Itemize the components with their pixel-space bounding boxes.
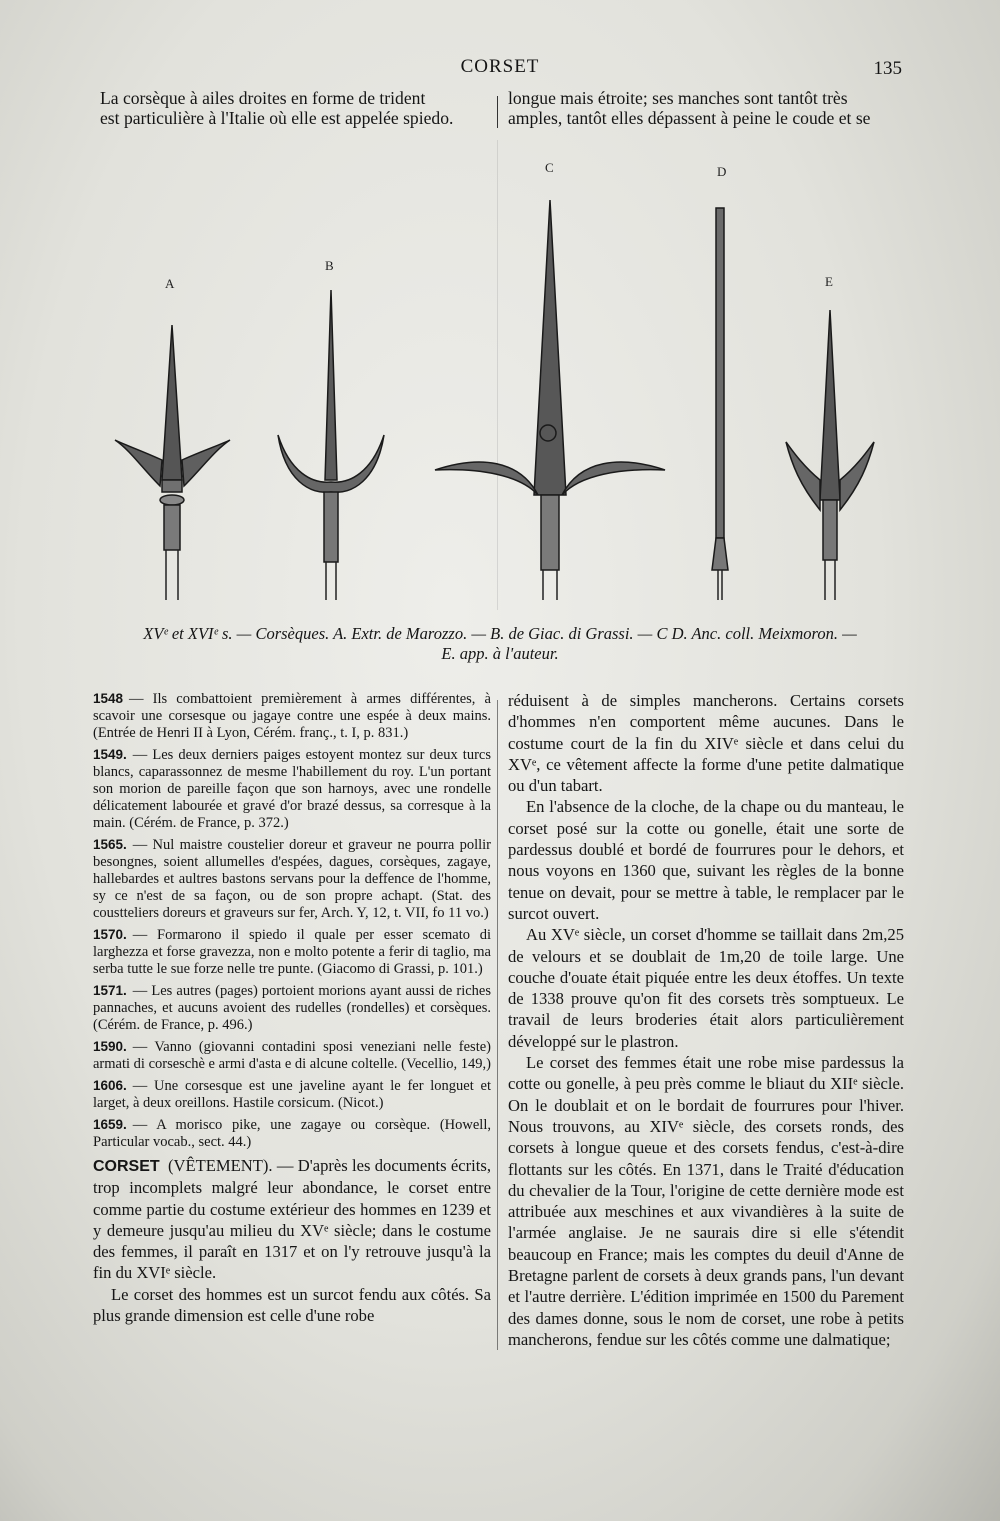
column-divider bbox=[497, 700, 498, 1350]
quote-text: — Ils combattoient premièrement à armes différentes, à scavoir une corsesque ou jagaye contre une espée à deux mains. (Entrée de Henri II à Lyon, Cérém. franç., t. I, p. 831.) bbox=[93, 691, 491, 741]
quote-text: — Formarono il spiedo il quale per esser scemato di larghezza et forse gravezza, non e molto potente a ferir di taglio, ma serba tutte le sue forze nelle tre punte. (Giacomo di Grassi, p. 101.) bbox=[93, 927, 491, 977]
entry-paragraph: Le corset des hommes est un surcot fendu aux côtés. Sa plus grande dimension est celle d'une robe bbox=[93, 1284, 491, 1326]
quote-year: 1590. bbox=[93, 1039, 127, 1054]
figure-label-c: C bbox=[545, 160, 554, 175]
corseque-spear-head-icon bbox=[115, 276, 230, 600]
quote-year: 1606. bbox=[93, 1078, 127, 1093]
figure-caption: XVᵉ et XVIᵉ s. — Corsèques. A. Extr. de Marozzo. — B. de Giac. di Grassi. — C D. Anc. coll. Meixmoron. — bbox=[143, 624, 857, 643]
quotation bbox=[93, 1038, 491, 1073]
paragraph: Le corset des femmes était une robe mise pardessus la cotte ou gonelle, à peu près comme le bliaut du XIIᵉ siècle. On le doublait et on le bordait de fourrures pour l'hiver. Nous trouvons, au XIVᵉ siècle, des corsets ronds, des corsets à longue queue et des corsets fendus, c'est-à-dire flottants sur les côtés. En 1371, dans le Traité d'éducation du chevalier de la Tour, l'origine de cette dernière mode est attribuée aux meschines et aux vivandières à la suite de l'armée anglaise. Je ne saurais dire si elle s'étendit beaucoup en France; mais les comptes du deuil d'Anne de Bretagne parlent de corsets à deux grands pans, l'un devant et l'autre derrière. L'édition imprimée en 1500 du Parement des dames donne, sous le nom de corset, une robe à petits mancherons, fendue sur les côtés comme une dalmatique; bbox=[508, 1053, 904, 1349]
quote-year: 1565. bbox=[93, 837, 127, 852]
corseques-illustration bbox=[80, 150, 920, 620]
long-winged-spear-head-icon bbox=[435, 160, 665, 600]
quote-year: 1571. bbox=[93, 983, 127, 998]
quote-text: — Une corsesque est une javeline ayant le fer longuet et larget, à deux oreillons. Hastile corsicum. (Nicot.) bbox=[93, 1078, 491, 1111]
quotation bbox=[93, 982, 491, 1034]
paragraph: Au XVᵉ siècle, un corset d'homme se taillait dans 2m,25 de velours et se doublait de 1m,20 de toile large. Une couche d'ouate était piquée entre les deux étoffes. Un texte de 1338 prouve qu'on fit des corsets très somptueux. Le travail de leurs broderies était alors particulièrement développé sur le plastron. bbox=[508, 925, 904, 1051]
quote-text: — Nul maistre coustelier doreur et graveur ne pourra pollir besongnes, soient allumelles d'espées, dagues, corsèques, zagaye, hallebardes et aultres bastons servans pour la deffence de l'homme, sy ce n'est de sa façon, ou de son propre achapt. (Stat. des coustteliers doreurs et graveurs sur fer, Arch. Y, 12, t. VII, fo 11 vo.) bbox=[93, 837, 491, 921]
quote-year: 1549. bbox=[93, 747, 127, 762]
figure-caption: E. app. à l'auteur. bbox=[441, 644, 559, 663]
entry-paragraph bbox=[93, 1155, 491, 1284]
text-line: amples, tantôt elles dépassent à peine le coude et se bbox=[508, 108, 871, 128]
quote-text: — Vanno (giovanni contadini sposi veneziani nelle feste) armati di corseschè e armi d'asta e di alcune coltelle. (Vecellio, 149,) bbox=[93, 1039, 491, 1072]
text-line: La corsèque à ailes droites en forme de trident bbox=[100, 88, 426, 108]
quote-text: — Les autres (pages) portoient morions ayant aussi de riches pannaches, et aucuns avoient des rudelles (rondelles) et corsèques. (Cérém. de France, p. 496.) bbox=[93, 983, 491, 1033]
top-left-text bbox=[100, 88, 490, 128]
quotation bbox=[93, 690, 491, 742]
trident-spear-head-icon bbox=[278, 258, 384, 600]
figure-label-e: E bbox=[825, 274, 833, 289]
barbed-spear-head-icon bbox=[786, 274, 874, 600]
staff-icon bbox=[712, 164, 728, 600]
quotation bbox=[93, 1077, 491, 1112]
paragraph: En l'absence de la cloche, de la chape ou du manteau, le corset posé sur la cotte ou gonelle, était une sorte de pardessus doublé et bordé de fourrures pour le dehors, et nous voyons en 1360 que, suivant les règles de la bonne tenue on devait, pour se mettre à table, le remplacer par le surcot ouvert. bbox=[508, 797, 904, 923]
paragraph: réduisent à de simples mancherons. Certains corsets d'hommes n'en comportent même aucunes. Dans le costume court de la fin du XIVᵉ siècle et dans celui du XVᵉ, ce vêtement affecte la forme d'une petite dalmatique ou d'un tabart. bbox=[508, 691, 904, 796]
quotation bbox=[93, 746, 491, 832]
figure-label-d: D bbox=[717, 164, 727, 179]
text-line: est particulière à l'Italie où elle est appelée spiedo. bbox=[100, 108, 454, 128]
entry-text: — D'après les documents écrits, trop incomplets malgré leur abondance, le corset entre comme partie du costume extérieur des hommes en 1239 et y demeure jusqu'au milieu du XVᵉ siècle; dans le costume des femmes, il paraît en 1317 et on l'y retrouve jusqu'à la fin du XVIᵉ siècle. bbox=[93, 1156, 491, 1283]
quotation bbox=[93, 926, 491, 978]
figure-label-a: A bbox=[165, 276, 175, 291]
left-column bbox=[93, 690, 491, 1326]
quote-text: — Les deux derniers paiges estoyent montez sur deux turcs blancs, caparassonnez de mesme l'habillement du roy. L'un portant son morion de pareille façon que son harnoys, avec une rondelle délicatement labourée et gravé d'or brazé dessus, sa corresque à la main. (Cérém. de France, p. 372.) bbox=[93, 747, 491, 831]
quote-year: 1570. bbox=[93, 927, 127, 942]
quote-year: 1659. bbox=[93, 1117, 127, 1132]
figure-label-b: B bbox=[325, 258, 334, 273]
quotation bbox=[93, 1116, 491, 1151]
column-divider bbox=[497, 96, 498, 128]
page-number: 135 bbox=[873, 58, 902, 79]
top-right-text bbox=[508, 88, 904, 128]
right-column bbox=[508, 690, 904, 1350]
quotation bbox=[93, 836, 491, 922]
text-line: longue mais étroite; ses manches sont tantôt très bbox=[508, 88, 848, 108]
quote-year: 1548 bbox=[93, 691, 124, 706]
entry-headword: CORSET bbox=[93, 1158, 160, 1175]
running-title: CORSET bbox=[460, 56, 540, 77]
entry-sense: (VÊTEMENT). bbox=[167, 1156, 273, 1175]
quote-text: — A morisco pike, une zagaye ou corsèque. (Howell, Particular vocab., sect. 44.) bbox=[93, 1117, 491, 1150]
